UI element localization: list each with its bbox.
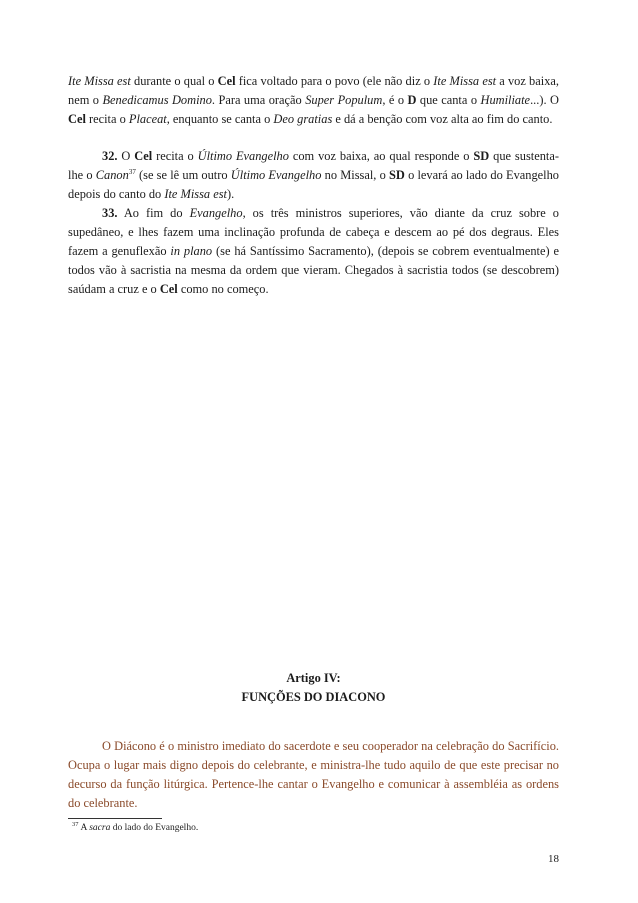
paragraph-33: 33. Ao fim do Evangelho, os três ministros superiores, vão diante da cruz sobre o supedâneo, e lhes fazem uma inclinação profunda de cabeça e descem ao pé dos degraus. Eles fazem a genuflexão in plano (se há Santíssimo Sacramento), (depois se cobrem eventualmente) e todos vão à sacristia na mesma da ordem que vieram. Chegados à sacristia todos (se descobrem) saúdam a cruz e o Cel como no começo. [68, 206, 559, 296]
paragraph-32: 32. O Cel recita o Último Evangelho com voz baixa, ao qual responde o SD que sustenta-lhe o Canon$^{37}$ (se se lê um outro Último Evangelho no Missal, o SD o levará ao lado do Evangelho depois do canto do Ite Missa est). [68, 149, 559, 201]
footnote [68, 822, 559, 835]
page-number: 18 [548, 853, 559, 865]
article-intro-paragraph: O Diácono é o ministro imediato do sacerdote e seu cooperador na celebração do Sacrifício. Ocupa o lugar mais digno depois do celebrante, e ministra-lhe tudo aquilo de que este precisar no decurso da função litúrgica. Pertence-lhe cantar o Evangelho e comunicar à assembléia as ordens do celebrante. [68, 739, 559, 810]
paragraph-continuation: Ite Missa est durante o qual o Cel fica voltado para o povo (ele não diz o Ite Missa est a voz baixa, nem o Benedicamus Domino. Para uma oração Super Populum, é o D que canta o Humiliate...). O Cel recita o Placeat, enquanto se canta o Deo gratias e dá a benção com voz alta ao fim do canto. [68, 74, 559, 126]
footnote-divider [68, 818, 162, 819]
article-subtitle: FUNÇÕES DO DIACONO [241, 690, 386, 704]
footnote-number: 37 [72, 820, 79, 828]
article-title: Artigo IV: [286, 671, 341, 685]
footnote-text: A sacra do lado do Evangelho. [80, 823, 199, 833]
